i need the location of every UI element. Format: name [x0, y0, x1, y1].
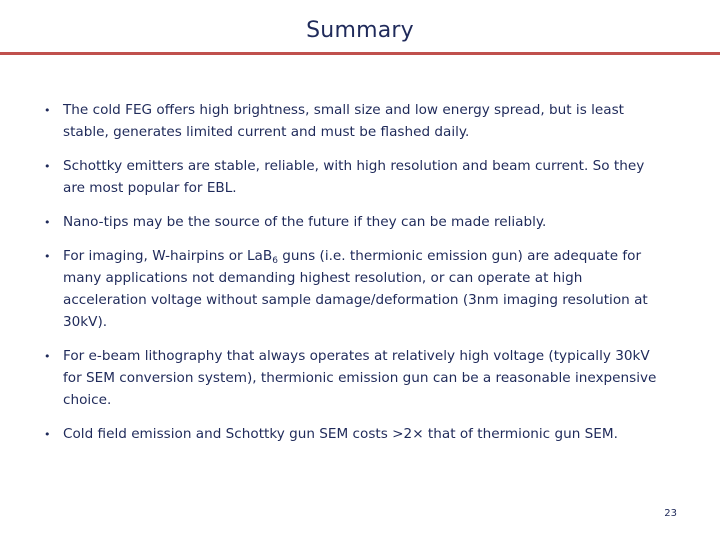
title-divider: [0, 52, 720, 55]
bullet-item: [44, 156, 664, 200]
bullet-text: Nano-tips may be the source of the future if they can be made reliably.: [63, 214, 547, 231]
bullet-list: [44, 100, 664, 458]
bullet-item: [44, 424, 664, 446]
bullet-text: Schottky emitters are stable, reliable, with high resolution and beam current. So they are most popular for EBL.: [63, 158, 645, 196]
bullet-item: [44, 100, 664, 144]
slide-title: Summary: [306, 18, 414, 43]
bullet-marker: •: [44, 104, 51, 117]
bullet-marker: •: [44, 160, 51, 174]
bullet-marker: •: [44, 216, 51, 230]
bullet-text: The cold FEG offers high brightness, small size and low energy spread, but is least stable, generates limited current and must be flashed daily.: [63, 102, 624, 140]
bullet-text: Cold field emission and Schottky gun SEM costs >2× that of thermionic gun SEM.: [63, 426, 618, 443]
bullet-marker: •: [44, 350, 51, 364]
subscript: 6: [272, 256, 278, 267]
bullet-text: For e-beam lithography that always operates at relatively high voltage (typically 30kV for SEM conversion system), thermionic emission gun can be a reasonable inexpensive choice.: [63, 348, 657, 408]
bullet-marker: •: [44, 428, 51, 442]
page-number: 23: [664, 508, 677, 519]
bullet-item: [44, 246, 664, 333]
bullet-text-part: guns (i.e. thermionic emission gun) are adequate for many applications not demanding highest resolution, or can operate at high acceleration voltage without sample damage/deformation (3nm imaging resolution at 30kV).: [63, 248, 648, 330]
bullet-marker: •: [44, 250, 51, 264]
bullet-item: [44, 346, 664, 411]
bullet-item: [44, 212, 664, 234]
bullet-text: [63, 248, 648, 329]
bullet-text-part: For imaging, W-hairpins or LaB: [63, 248, 273, 265]
